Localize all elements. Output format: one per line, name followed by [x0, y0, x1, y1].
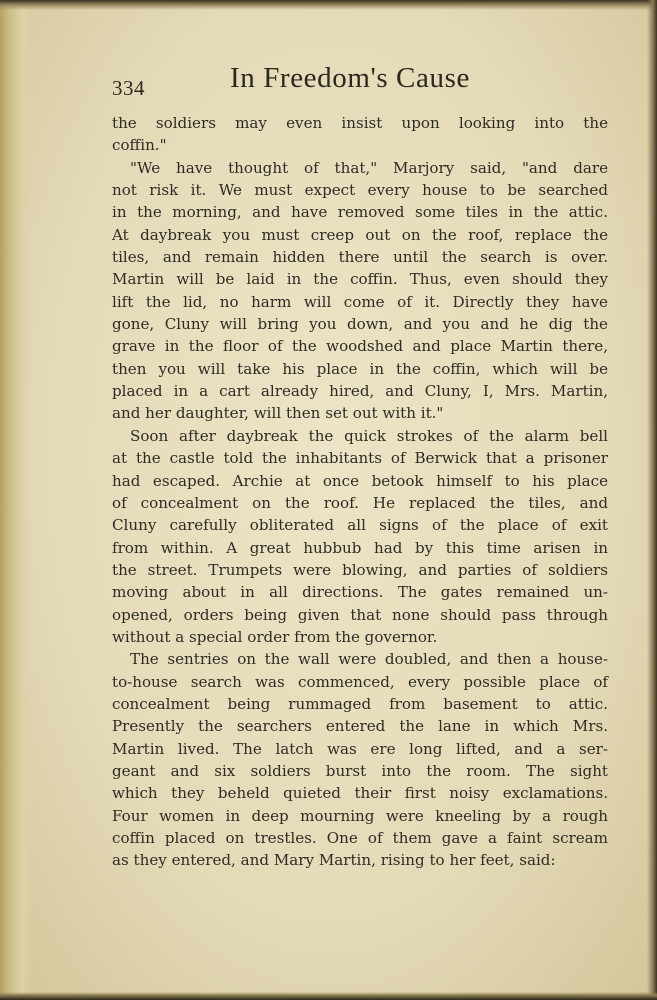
text-line: coffin placed on trestles. One of them gave a faint scream [112, 829, 608, 847]
text-line: not risk it. We must expect every house to be searched [112, 181, 608, 200]
page-number: 334 [112, 76, 145, 100]
text-line: and her daughter, will then set out with it." [112, 404, 444, 423]
binding-gutter [0, 0, 32, 1000]
text-line: tiles, and remain hidden there until the search is over. [112, 248, 608, 267]
text-line: at the castle told the inhabitants of Berwick that a prisoner [112, 449, 608, 468]
text-line: At daybreak you must creep out on the roof, replace the [112, 225, 608, 244]
text-line: without a special order from the governor. [112, 627, 438, 646]
text-line: then you will take his place in the coffin, which will be [112, 359, 608, 378]
text-line: grave in the floor of the woodshed and place Martin there, [112, 337, 608, 356]
running-header [112, 62, 607, 106]
text-line: "We have thought of that," Marjory said, "and dare [130, 158, 608, 177]
text-line: Four women in deep mourning were kneeling by a rough [112, 806, 608, 825]
text-line: which they beheld quieted their first noisy exclamations. [112, 784, 608, 803]
text-line: geant and six soldiers burst into the room. The sight [112, 761, 608, 780]
text-line: Martin lived. The latch was ere long lifted, and a ser- [112, 739, 608, 758]
page-right-edge [647, 0, 657, 1000]
text-line: concealment being rummaged from basement to attic. [112, 694, 608, 713]
text-line: Cluny carefully obliterated all signs of the place of exit [112, 516, 608, 535]
text-line: coffin." [112, 136, 167, 155]
text-line: The sentries on the wall were doubled, and then a house- [130, 650, 608, 669]
page-top-edge [0, 0, 657, 10]
text-line: moving about in all directions. The gates remained un- [112, 583, 608, 602]
text-line: Martin will be laid in the coffin. Thus, even should they [112, 270, 608, 289]
text-line: had escaped. Archie at once betook himself to his place [112, 471, 608, 490]
text-line: from within. A great hubbub had by this time arisen in [112, 538, 608, 557]
running-title: In Freedom's Cause [230, 62, 470, 94]
text-line: opened, orders being given that none should pass through [112, 605, 608, 624]
text-line: Presently the searchers entered the lane in which Mrs. [112, 717, 608, 736]
text-line: placed in a cart already hired, and Cluny, I, Mrs. Martin, [112, 382, 608, 401]
text-line: gone, Cluny will bring you down, and you and he dig the [112, 315, 608, 334]
text-line: the street. Trumpets were blowing, and parties of soldiers [112, 560, 608, 579]
text-line: in the morning, and have removed some tiles in the attic. [112, 203, 608, 222]
text-line: to-house search was commenced, every possible place of [112, 672, 608, 691]
page-bottom-edge [0, 992, 657, 1000]
text-line: Soon after daybreak the quick strokes of the alarm bell [130, 426, 608, 445]
text-line: of concealment on the roof. He replaced the tiles, and [112, 493, 608, 512]
text-line: the soldiers may even insist upon looking into the [112, 114, 608, 132]
text-line: as they entered, and Mary Martin, rising to her feet, said: [112, 851, 556, 870]
text-line: lift the lid, no harm will come of it. Directly they have [112, 292, 608, 311]
body-text [112, 112, 608, 872]
